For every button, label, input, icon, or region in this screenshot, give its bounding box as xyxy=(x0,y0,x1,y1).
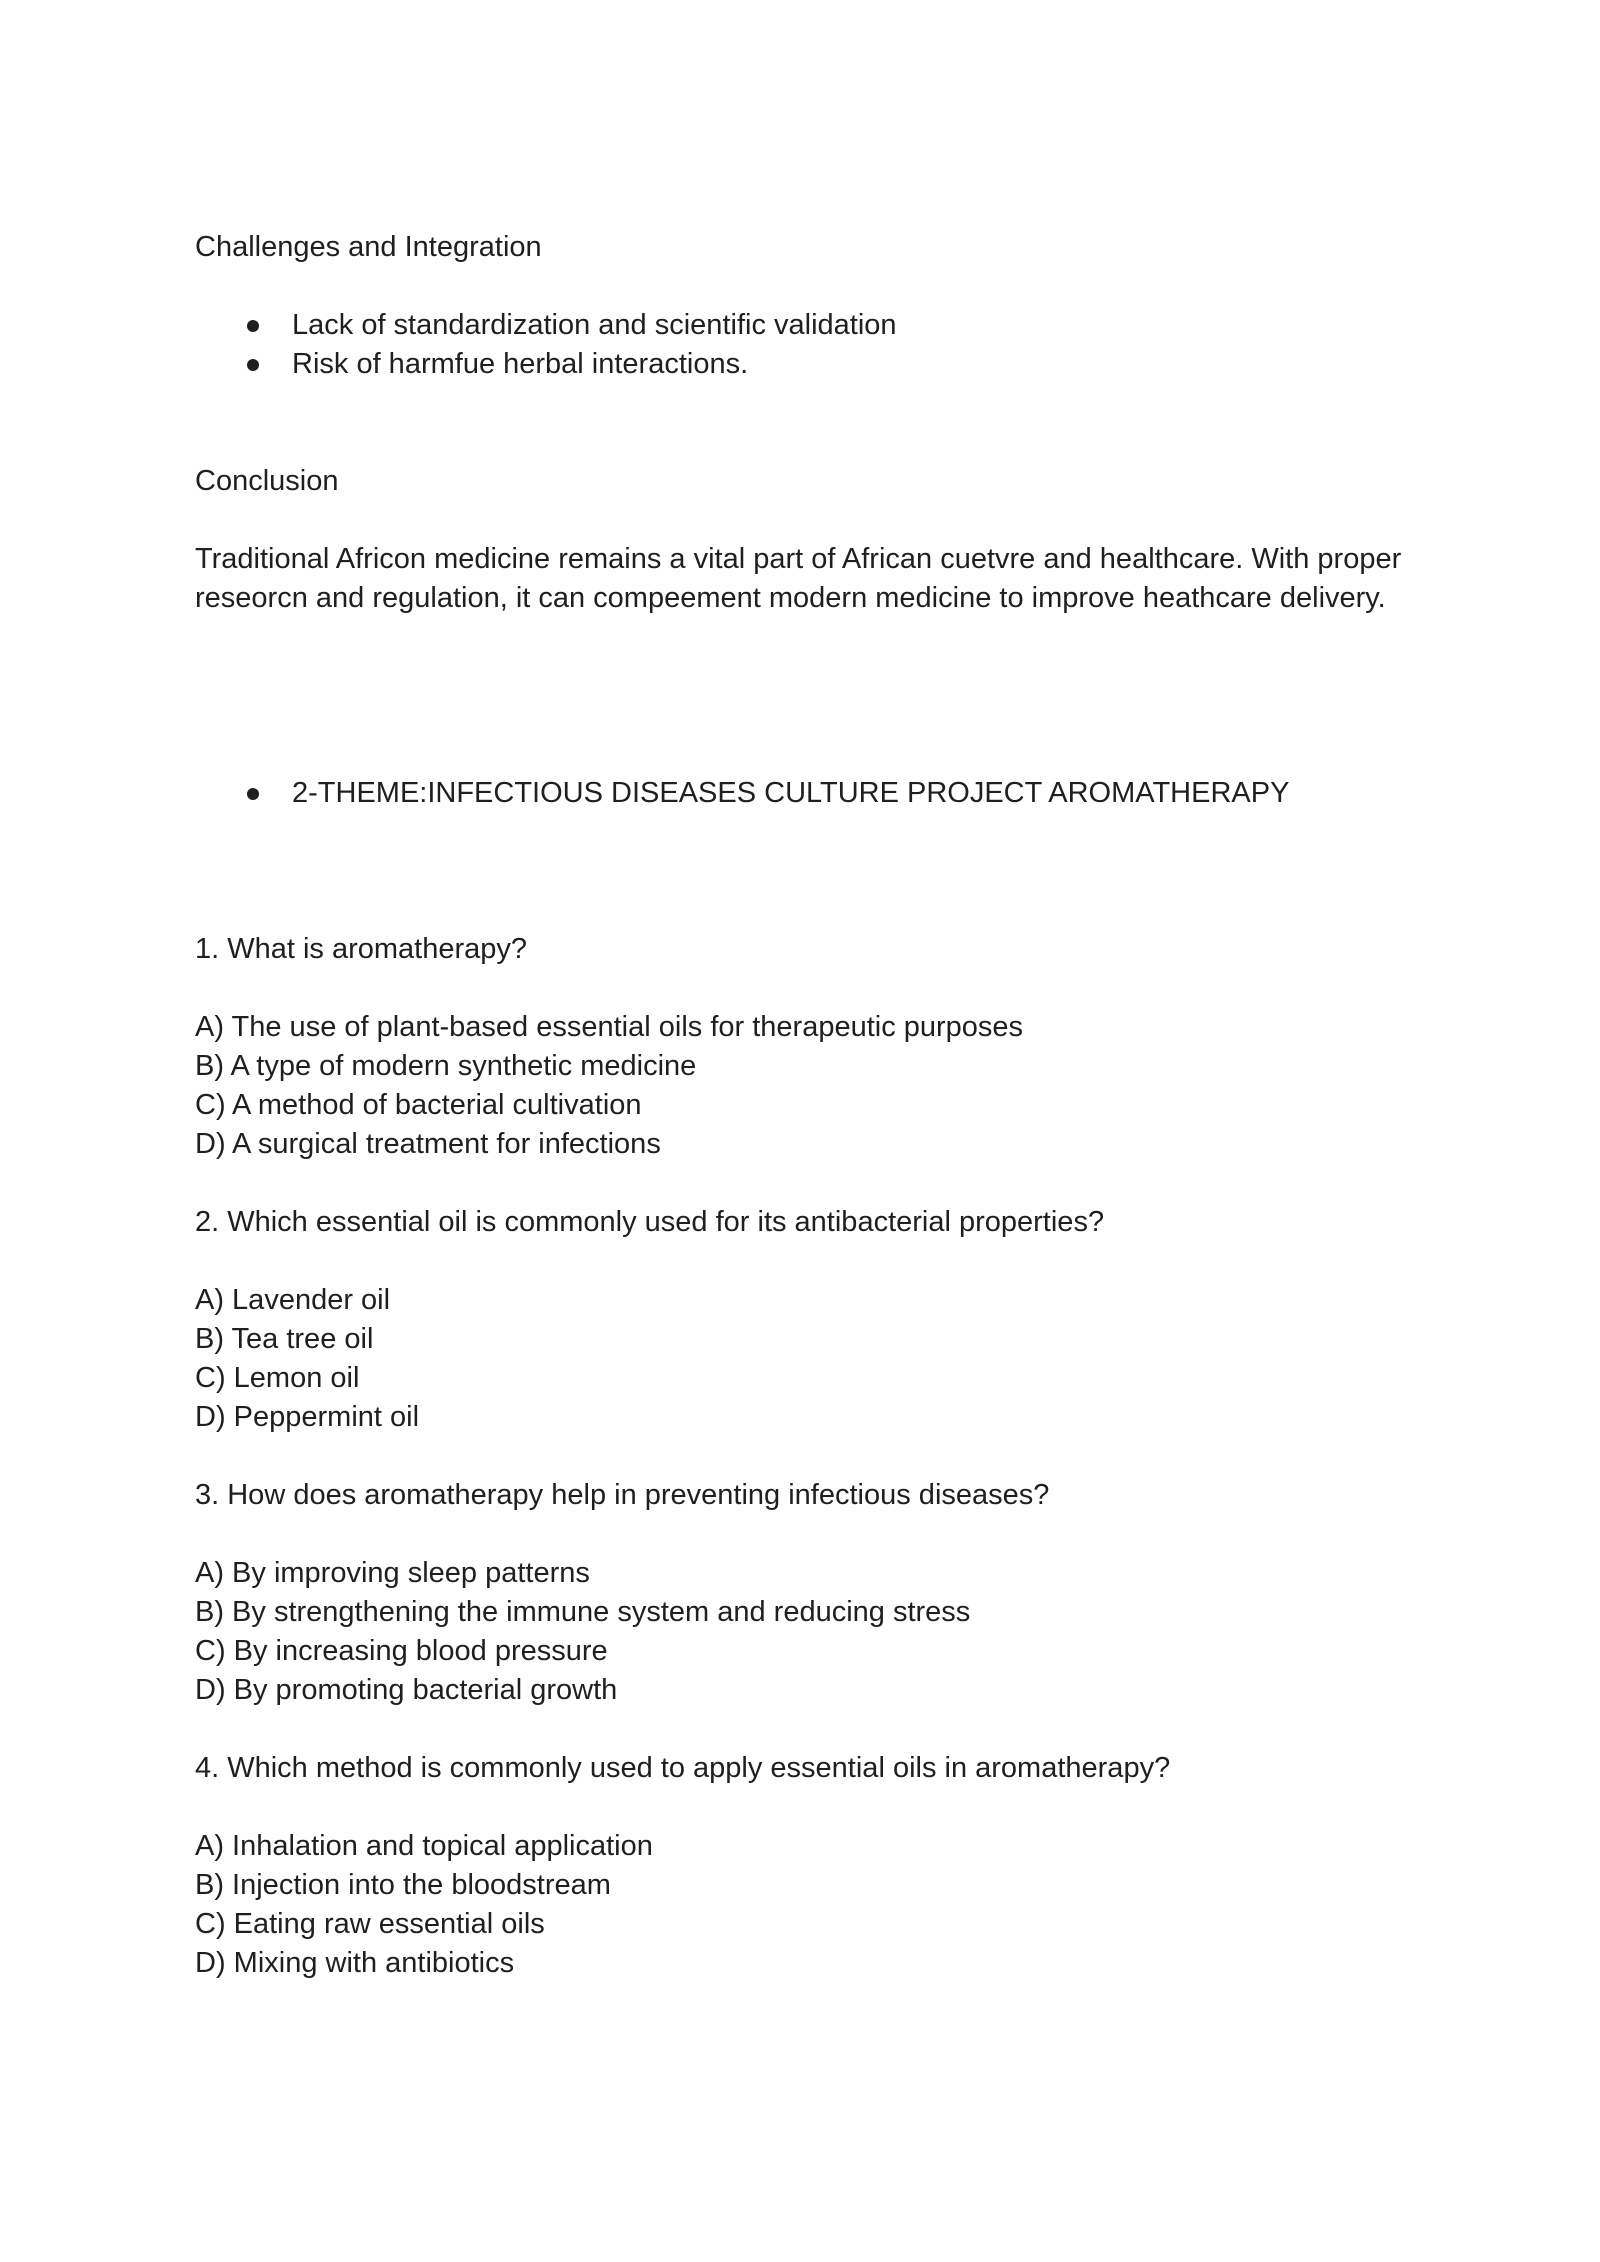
question-options xyxy=(195,1554,1425,1710)
option-item: A) By improving sleep patterns xyxy=(195,1557,590,1589)
question-text: 3. How does aromatherapy help in preventing infectious diseases? xyxy=(195,1479,1050,1511)
challenges-item-text: Risk of harmfue herbal interactions. xyxy=(292,348,749,380)
option-item: C) A method of bacterial cultivation xyxy=(195,1089,642,1121)
theme-item xyxy=(195,774,1425,813)
option-item: A) Lavender oil xyxy=(195,1284,391,1316)
document-content xyxy=(195,228,1425,1983)
option-item: B) Injection into the bloodstream xyxy=(195,1869,611,1901)
option-item: B) A type of modern synthetic medicine xyxy=(195,1050,697,1082)
question-text: 1. What is aromatherapy? xyxy=(195,933,528,965)
option-item: D) A surgical treatment for infections xyxy=(195,1128,661,1160)
challenges-item xyxy=(195,306,1425,345)
challenges-list xyxy=(195,306,1425,384)
question-text: 2. Which essential oil is commonly used for its antibacterial properties? xyxy=(195,1206,1105,1238)
theme-list xyxy=(195,774,1425,813)
option-item: C) Eating raw essential oils xyxy=(195,1908,545,1940)
option-item: A) The use of plant-based essential oils for therapeutic purposes xyxy=(195,1011,1024,1043)
challenges-item xyxy=(195,345,1425,384)
option-item: D) By promoting bacterial growth xyxy=(195,1674,618,1706)
bullet-icon xyxy=(247,359,259,371)
question-options xyxy=(195,1827,1425,1983)
conclusion-paragraph: Traditional Africon medicine remains a vital part of African cuetvre and healthcare. With proper reseorcn and regulation, it can compeement modern medicine to improve heathcare delivery. xyxy=(195,543,1402,614)
option-item: D) Mixing with antibiotics xyxy=(195,1947,515,1979)
option-item: D) Peppermint oil xyxy=(195,1401,420,1433)
question-text: 4. Which method is commonly used to apply essential oils in aromatherapy? xyxy=(195,1752,1171,1784)
bullet-icon xyxy=(247,320,259,332)
challenges-heading: Challenges and Integration xyxy=(195,231,542,263)
option-item: C) Lemon oil xyxy=(195,1362,360,1394)
question-options xyxy=(195,1008,1425,1164)
option-item: B) Tea tree oil xyxy=(195,1323,374,1355)
option-item: A) Inhalation and topical application xyxy=(195,1830,653,1862)
theme-title: 2-THEME:INFECTIOUS DISEASES CULTURE PROJECT AROMATHERAPY xyxy=(292,777,1290,809)
question-options xyxy=(195,1281,1425,1437)
challenges-item-text: Lack of standardization and scientific validation xyxy=(292,309,897,341)
conclusion-heading: Conclusion xyxy=(195,465,339,497)
option-item: B) By strengthening the immune system and reducing stress xyxy=(195,1596,971,1628)
option-item: C) By increasing blood pressure xyxy=(195,1635,608,1667)
bullet-icon xyxy=(247,788,259,800)
